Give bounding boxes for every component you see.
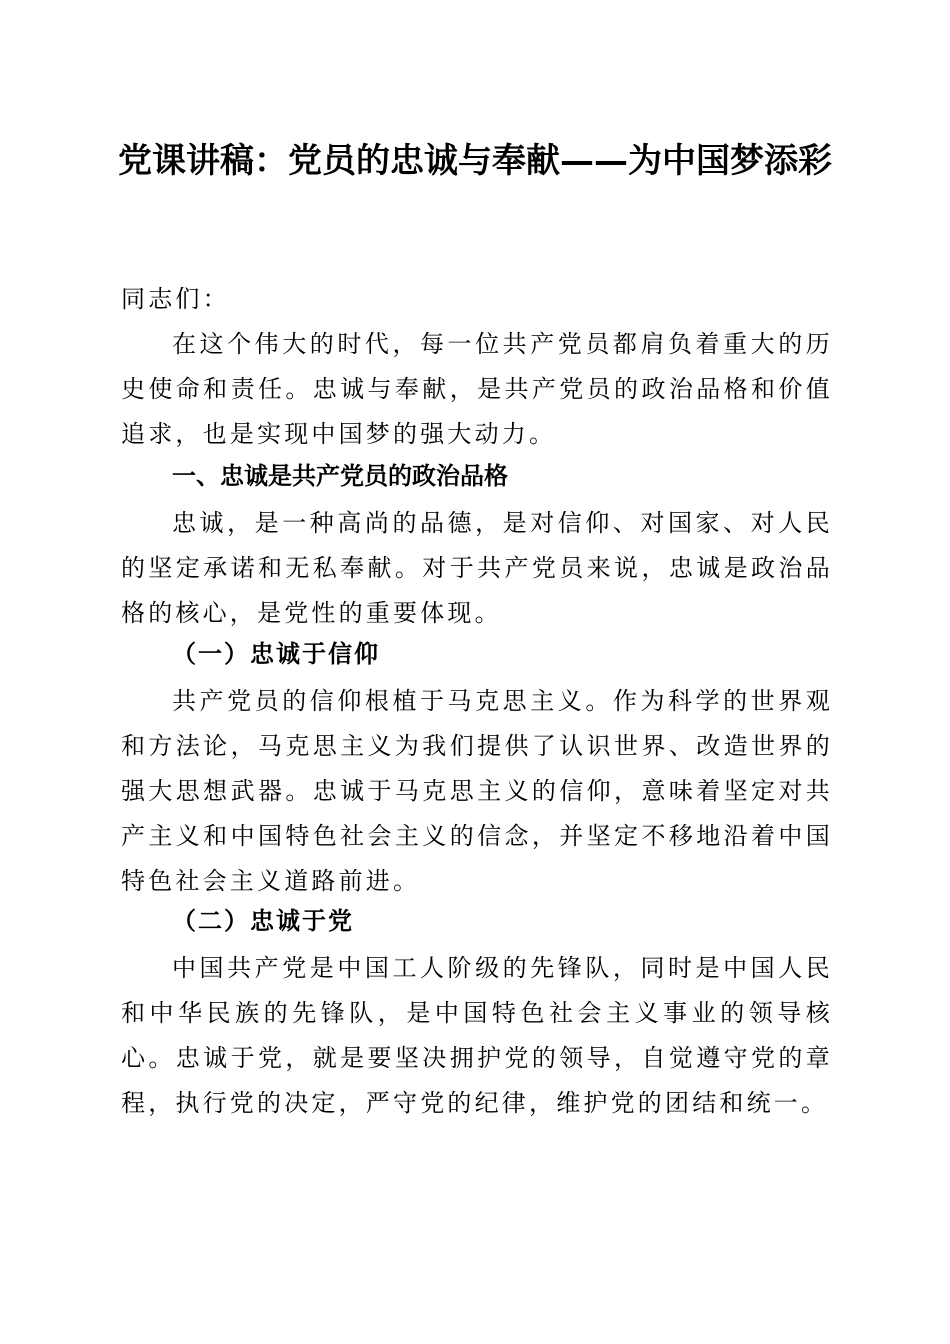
section-1-paragraph: 忠诚，是一种高尚的品德，是对信仰、对国家、对人民的坚定承诺和无私奉献。对于共产党员来说，忠诚是政治品格的核心，是党性的重要体现。 [121,509,833,627]
subsection-2-paragraph: 中国共产党是中国工人阶级的先锋队，同时是中国人民和中华民族的先锋队，是中国特色社会主义事业的领导核心。忠诚于党，就是要坚决拥护党的领导，自觉遵守党的章程，执行党的决定，严守党的纪律，维护党的团结和统一。 [121,954,833,1117]
intro-paragraph: 在这个伟大的时代，每一位共产党员都肩负着重大的历史使命和责任。忠诚与奉献，是共产党员的政治品格和价值追求，也是实现中国梦的强大动力。 [121,330,833,448]
document-title: 党课讲稿：党员的忠诚与奉献——为中国梦添彩 [118,141,832,181]
subsection-heading-1: （一）忠诚于信仰 [172,639,380,668]
section-heading-1: 一、忠诚是共产党员的政治品格 [172,462,508,490]
subsection-heading-2: （二）忠诚于党 [172,906,354,935]
salutation: 同志们： [121,285,230,313]
subsection-1-paragraph: 共产党员的信仰根植于马克思主义。作为科学的世界观和方法论，马克思主义为我们提供了认识世界、改造世界的强大思想武器。忠诚于马克思主义的信仰，意味着坚定对共产主义和中国特色社会主义的信念，并坚定不移地沿着中国特色社会主义道路前进。 [121,687,833,895]
